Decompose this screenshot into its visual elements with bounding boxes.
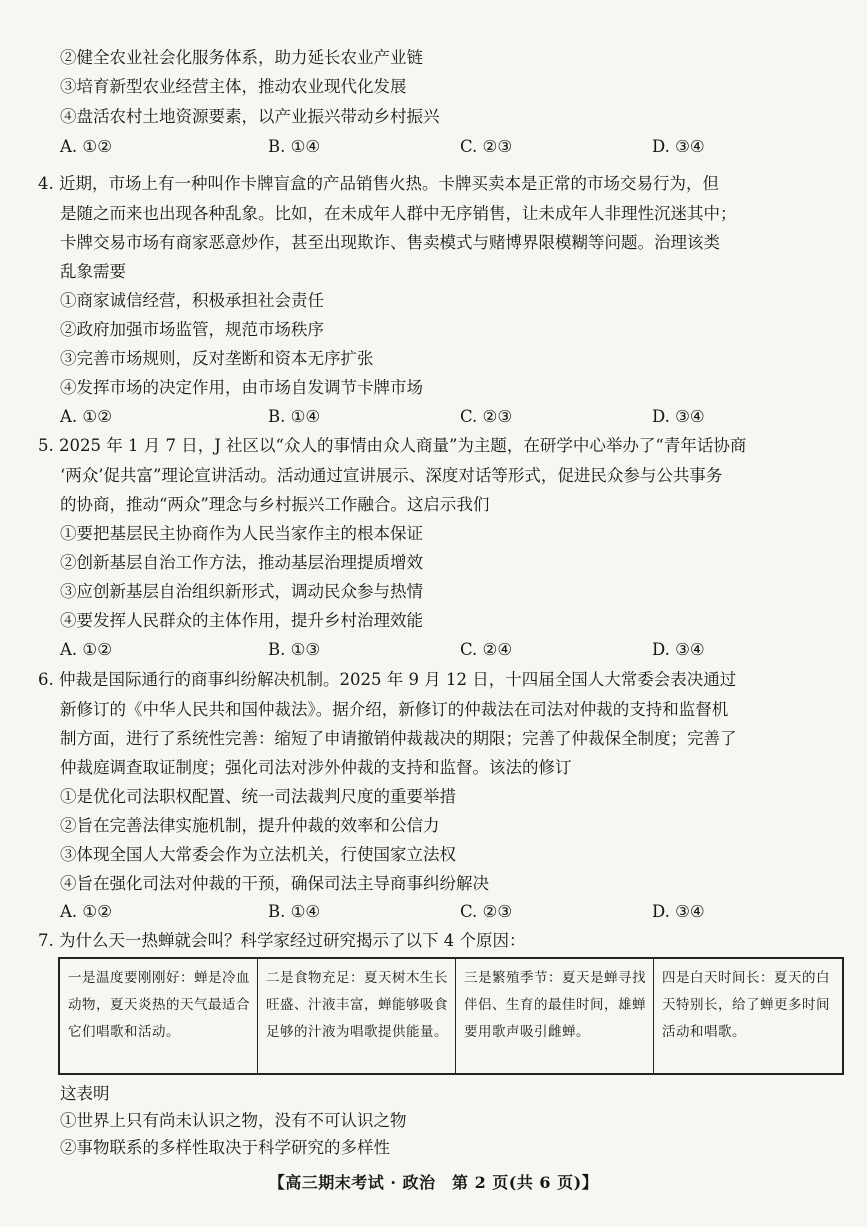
q3-option-2: ②健全农业社会化服务体系，助力延长农业产业链 (60, 48, 423, 67)
q4-choice-a: A. ①② (60, 407, 112, 426)
q6-choice-a: A. ①② (60, 902, 112, 921)
q7-reason-1: 一是温度要刚刚好：蝉是冷血动物，夏天炎热的天气最适合它们唱歌和活动。 (60, 959, 258, 1073)
q5-choice-d: D. ③④ (652, 640, 705, 659)
q5-choices (60, 636, 820, 664)
q5-stem-line: ‘两众’促共富”理论宣讲活动。活动通过宣讲展示、深度对话等形式，促进民众参与公共事务 (60, 466, 723, 485)
q6-stem-line: 制方面，进行了系统性完善：缩短了申请撤销仲裁裁决的期限；完善了仲裁保全制度；完善了 (60, 729, 737, 748)
q3-choice-c: C. ②③ (460, 137, 513, 156)
q4-stem-line: 卡牌交易市场有商家恶意炒作，甚至出现欺诈、售卖模式与赌博界限模糊等问题。治理该类 (60, 233, 720, 252)
q6-option-2: ②旨在完善法律实施机制，提升仲裁的效率和公信力 (60, 816, 440, 835)
q6-option-1: ①是优化司法职权配置、统一司法裁判尺度的重要举措 (60, 787, 456, 806)
q7-lead: 这表明 (60, 1084, 110, 1103)
q7-option-1: ①世界上只有尚未认识之物，没有不可认识之物 (60, 1111, 407, 1130)
q5-option-4: ④要发挥人民群众的主体作用，提升乡村治理效能 (60, 611, 423, 630)
q7-reasons-table (58, 957, 844, 1075)
q4-choice-d: D. ③④ (652, 407, 705, 426)
q6-choices (60, 898, 820, 926)
q4-stem-line: 乱象需要 (60, 262, 126, 281)
q4-choices (60, 403, 820, 431)
q3-choices (60, 133, 820, 161)
q4-choice-b: B. ①④ (268, 407, 321, 426)
q4-option-4: ④发挥市场的决定作用，由市场自发调节卡牌市场 (60, 378, 423, 397)
q4-choice-c: C. ②③ (460, 407, 513, 426)
q4-option-1: ①商家诚信经营，积极承担社会责任 (60, 291, 324, 310)
q7-reason-3: 三是繁殖季节：夏天是蝉寻找伴侣、生育的最佳时间，雄蝉要用歌声吸引雌蝉。 (456, 959, 654, 1073)
q4-option-2: ②政府加强市场监管，规范市场秩序 (60, 320, 324, 339)
q3-option-3: ③培育新型农业经营主体，推动农业现代化发展 (60, 77, 407, 96)
q4-stem-line: 4. 近期，市场上有一种叫作卡牌盲盒的产品销售火热。卡牌买卖本是正常的市场交易行为，但 (38, 174, 719, 193)
q7-option-2: ②事物联系的多样性取决于科学研究的多样性 (60, 1138, 390, 1157)
q6-option-4: ④旨在强化司法对仲裁的干预，确保司法主导商事纠纷解决 (60, 874, 489, 893)
q6-stem-line: 新修订的《中华人民共和国仲裁法》。据介绍，新修订的仲裁法在司法对仲裁的支持和监督机 (60, 700, 729, 719)
q6-stem-line: 6. 仲裁是国际通行的商事纠纷解决机制。2025 年 9 月 12 日，十四届全国人大常委会表决通过 (38, 670, 737, 689)
q5-option-2: ②创新基层自治工作方法，推动基层治理提质增效 (60, 553, 423, 572)
q6-choice-b: B. ①④ (268, 902, 321, 921)
q5-option-3: ③应创新基层自治组织新形式，调动民众参与热情 (60, 582, 423, 601)
q6-choice-c: C. ②③ (460, 902, 513, 921)
q3-choice-d: D. ③④ (652, 137, 705, 156)
q5-choice-a: A. ①② (60, 640, 112, 659)
page-footer: 【高三期末考试 · 政治 第 2 页(共 6 页)】 (268, 1173, 599, 1192)
q7-stem: 7. 为什么天一热蝉就会叫？科学家经过研究揭示了以下 4 个原因： (38, 931, 526, 950)
q6-stem-line: 仲裁庭调查取证制度；强化司法对涉外仲裁的支持和监督。该法的修订 (60, 758, 572, 777)
q6-choice-d: D. ③④ (652, 902, 705, 921)
q4-option-3: ③完善市场规则，反对垄断和资本无序扩张 (60, 349, 374, 368)
q5-stem-line: 的协商，推动“两众”理念与乡村振兴工作融合。这启示我们 (60, 495, 490, 514)
q3-choice-b: B. ①④ (268, 137, 321, 156)
q6-option-3: ③体现全国人大常委会作为立法机关，行使国家立法权 (60, 845, 456, 864)
q5-option-1: ①要把基层民主协商作为人民当家作主的根本保证 (60, 524, 423, 543)
q5-stem-line: 5. 2025 年 1 月 7 日，J 社区以“众人的事情由众人商量”为主题，在研学中心举办了“青年话协商 (38, 436, 747, 455)
q7-reason-2: 二是食物充足：夏天树木生长旺盛、汁液丰富，蝉能够吸食足够的汁液为唱歌提供能量。 (258, 959, 456, 1073)
q7-reason-4: 四是白天时间长：夏天的白天特别长，给了蝉更多时间活动和唱歌。 (662, 970, 830, 1040)
q3-choice-a: A. ①② (60, 137, 112, 156)
q4-stem-line: 是随之而来也出现各种乱象。比如，在未成年人群中无序销售，让未成年人非理性沉迷其中； (60, 204, 737, 223)
q5-choice-b: B. ①③ (268, 640, 321, 659)
q5-choice-c: C. ②④ (460, 640, 513, 659)
q3-option-4: ④盘活农村土地资源要素，以产业振兴带动乡村振兴 (60, 107, 440, 126)
